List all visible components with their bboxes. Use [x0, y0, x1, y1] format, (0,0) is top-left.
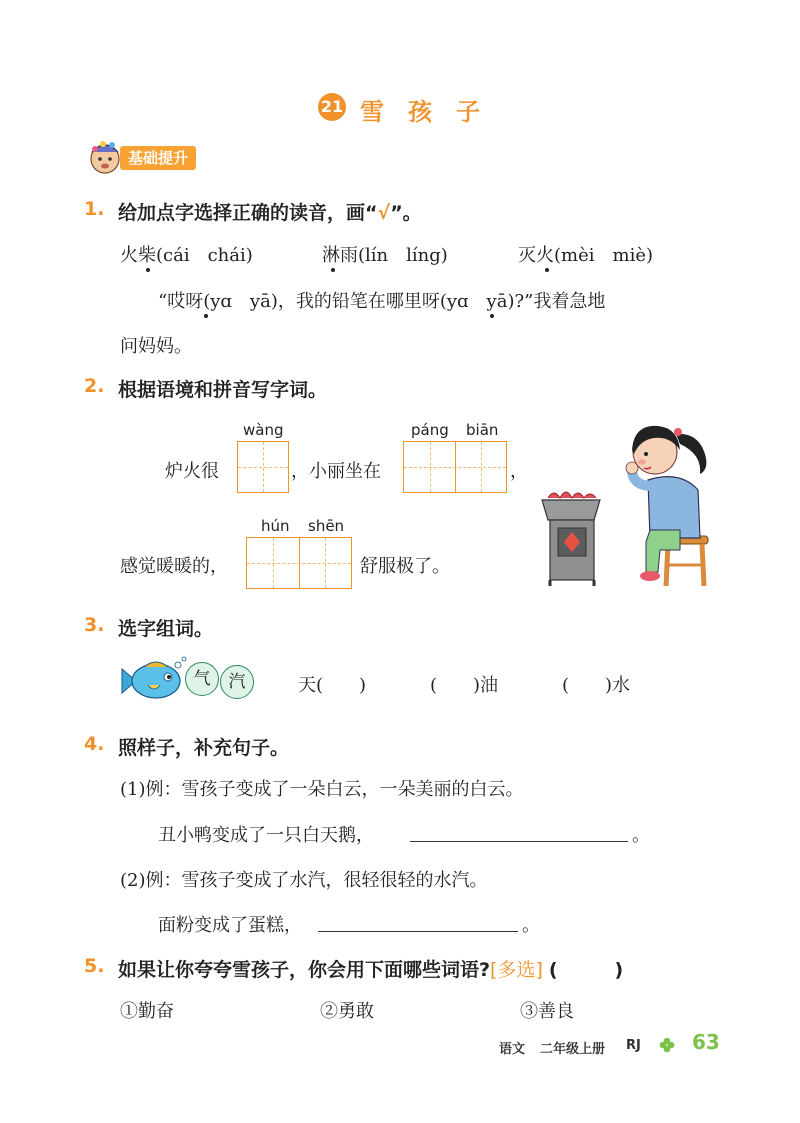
question-4-prompt: 照样子，补充句子。	[118, 737, 290, 759]
question-1-prompt-end: ”。	[390, 202, 422, 224]
q2-text-2: ，小丽坐在	[291, 461, 381, 482]
q1-sentence-line-1: “哎呀(yɑ yā)，我的铅笔在哪里呀(yɑ yā)?”我着急地	[158, 291, 606, 312]
question-3-number: 3.	[84, 614, 105, 636]
question-1-prompt	[118, 198, 422, 225]
question-5-prompt	[118, 955, 623, 982]
writing-box-hunshen[interactable]	[246, 537, 352, 589]
question-2-prompt: 根据语境和拼音写字词。	[118, 379, 328, 401]
girl-by-stove-illustration	[530, 410, 720, 590]
section-badge	[120, 146, 196, 170]
footer-edition: RJ	[626, 1038, 641, 1053]
pinyin-bian: biān	[466, 421, 499, 439]
question-1-prompt-text: 给加点字选择正确的读音，画“	[118, 202, 378, 224]
q4-example-2: (2)例：雪孩子变成了水汽，很轻很轻的水汽。	[120, 870, 488, 891]
pinyin-pang: páng	[411, 421, 449, 439]
pinyin-shen: shēn	[308, 517, 345, 535]
emphasis-dot	[204, 314, 208, 318]
clover-icon	[659, 1037, 675, 1053]
page-number: 63	[692, 1030, 720, 1054]
lesson-title: 雪 孩 子	[360, 98, 480, 126]
question-1-number: 1.	[84, 198, 105, 220]
char-qi-steam: 汽	[228, 672, 246, 692]
q2-text-1: 炉火很	[165, 461, 219, 482]
writing-box-pangbian[interactable]	[403, 441, 507, 493]
question-4-number: 4.	[84, 733, 105, 755]
q1-word-2: 淋雨(lín líng)	[322, 245, 448, 266]
multi-select-tag: [多选]	[490, 959, 543, 981]
answer-parentheses[interactable]: ( )	[548, 959, 624, 981]
pinyin-wang: wàng	[243, 421, 284, 439]
q2-text-3: ，	[510, 461, 528, 482]
q1-word-1: 火柴(cái chái)	[120, 245, 253, 266]
question-3-prompt: 选字组词。	[118, 618, 214, 640]
q1-sentence-line-2: 问妈妈。	[120, 336, 192, 357]
q3-word-3: ( )水	[562, 675, 631, 696]
q4-fill-2-prompt: 面粉变成了蛋糕，	[158, 915, 302, 936]
mascot-icon	[86, 138, 124, 176]
emphasis-dot	[331, 268, 335, 272]
question-5-number: 5.	[84, 955, 105, 977]
q4-fill-2-end: 。	[522, 915, 540, 936]
fish-icon	[118, 655, 188, 705]
lesson-number: 21	[320, 97, 344, 116]
answer-line-2[interactable]	[318, 931, 518, 932]
footer-subject: 语文	[499, 1042, 526, 1057]
emphasis-dot	[490, 314, 494, 318]
question-5-prompt-text: 如果让你夸夸雪孩子，你会用下面哪些词语?	[118, 959, 491, 981]
q5-option-2: ②勇敢	[320, 1001, 374, 1022]
q4-fill-1-prompt: 丑小鸭变成了一只白天鹅，	[158, 825, 374, 846]
char-qi: 气	[193, 669, 211, 689]
lesson-number-badge	[318, 93, 346, 121]
question-2-number: 2.	[84, 375, 105, 397]
q5-option-3: ③善良	[520, 1001, 574, 1022]
char-bubble-qi-steam	[220, 665, 254, 699]
q1-word-3: 灭火(mèi miè)	[518, 245, 653, 266]
pinyin-hun: hún	[261, 517, 290, 535]
writing-box-wang[interactable]	[237, 441, 289, 493]
q3-word-2: ( )油	[430, 675, 499, 696]
q2-text-5: 舒服极了。	[360, 556, 450, 577]
section-badge-label: 基础提升	[128, 149, 189, 167]
emphasis-dot	[146, 268, 150, 272]
char-bubble-qi	[185, 662, 219, 696]
q4-fill-1-end: 。	[632, 825, 650, 846]
q2-text-4: 感觉暖暖的，	[120, 556, 228, 577]
footer-grade: 二年级上册	[540, 1042, 606, 1057]
check-mark-icon: √	[377, 202, 391, 224]
q4-example-1: (1)例：雪孩子变成了一朵白云，一朵美丽的白云。	[120, 779, 524, 800]
q3-word-1: 天( )	[298, 675, 367, 696]
answer-line-1[interactable]	[410, 841, 628, 842]
q5-option-1: ①勤奋	[120, 1001, 174, 1022]
emphasis-dot	[545, 268, 549, 272]
